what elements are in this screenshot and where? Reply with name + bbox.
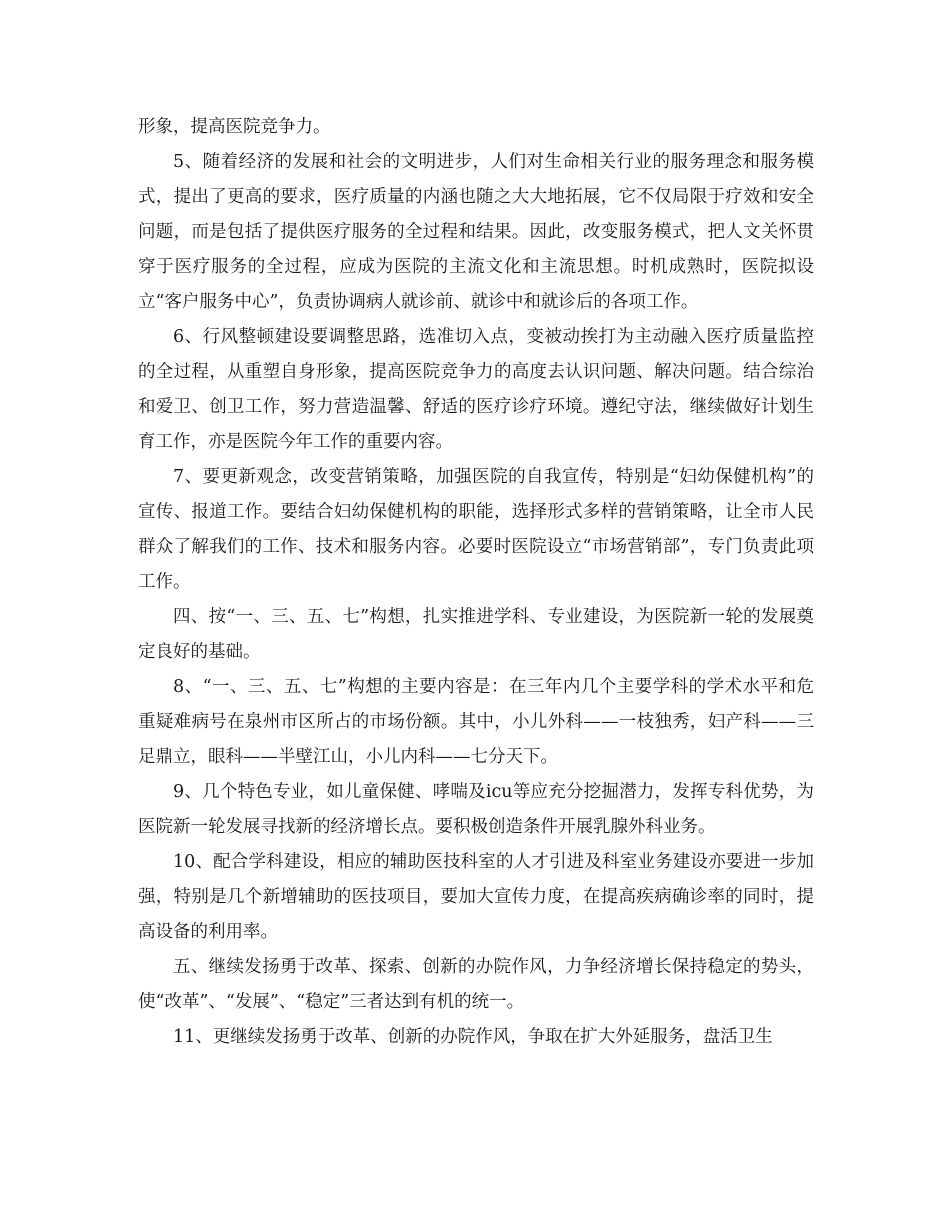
section-heading-4: 四、按“一、三、五、七”构想，扎实推进学科、专业建设，为医院新一轮的发展奠定良好的基础。 (138, 607, 814, 662)
section-heading-5: 五、继续发扬勇于改革、探索、创新的办院作风，力争经济增长保持稳定的势头，使“改革”、“发展”、“稳定”三者达到有机的统一。 (138, 957, 814, 1012)
paragraph-4: 7、要更新观念，改变营销策略，加强医院的自我宣传，特别是“妇幼保健机构”的宣传、报道工作。要结合妇幼保健机构的职能，选择形式多样的营销策略，让全市人民群众了解我们的工作、技术和服务内容。必要时医院设立“市场营销部”，专门负责此项工作。 (138, 467, 814, 592)
paragraph-7: 10、配合学科建设，相应的辅助医技科室的人才引进及科室业务建设亦要进一步加强，特别是几个新增辅助的医技项目，要加大宣传力度，在提高疾病确诊率的同时，提高设备的利用率。 (138, 852, 814, 942)
paragraph-3: 6、行风整顿建设要调整思路，选准切入点，变被动挨打为主动融入医疗质量监控的全过程，从重塑自身形象，提高医院竞争力的高度去认识问题、解决问题。结合综治和爱卫、创卫工作，努力营造温馨、舒适的医疗诊疗环境。遵纪守法，继续做好计划生育工作，亦是医院今年工作的重要内容。 (138, 327, 814, 452)
paragraph-2: 5、随着经济的发展和社会的文明进步，人们对生命相关行业的服务理念和服务模式，提出了更高的要求，医疗质量的内涵也随之大大地拓展，它不仅局限于疗效和安全问题，而是包括了提供医疗服务的全过程和结果。因此，改变服务模式，把人文关怀贯穿于医疗服务的全过程，应成为医院的主流文化和主流思想。时机成熟时，医院拟设立“客户服务中心”，负责协调病人就诊前、就诊中和就诊后的各项工作。 (138, 152, 814, 312)
paragraph-6: 9、几个特色专业，如儿童保健、哮喘及icu等应充分挖掘潜力，发挥专科优势，为医院新一轮发展寻找新的经济增长点。要积极创造条件开展乳腺外科业务。 (138, 782, 814, 837)
document-body (138, 110, 814, 1055)
paragraph-5: 8、“一、三、五、七”构想的主要内容是：在三年内几个主要学科的学术水平和危重疑难病号在泉州市区所占的市场份额。其中，小儿外科——一枝独秀，妇产科——三足鼎立，眼科——半壁江山，小儿内科——七分天下。 (138, 677, 814, 767)
paragraph-1: 形象，提高医院竞争力。 (138, 117, 331, 137)
paragraph-8: 11、更继续发扬勇于改革、创新的办院作风，争取在扩大外延服务，盘活卫生 (173, 1027, 773, 1047)
